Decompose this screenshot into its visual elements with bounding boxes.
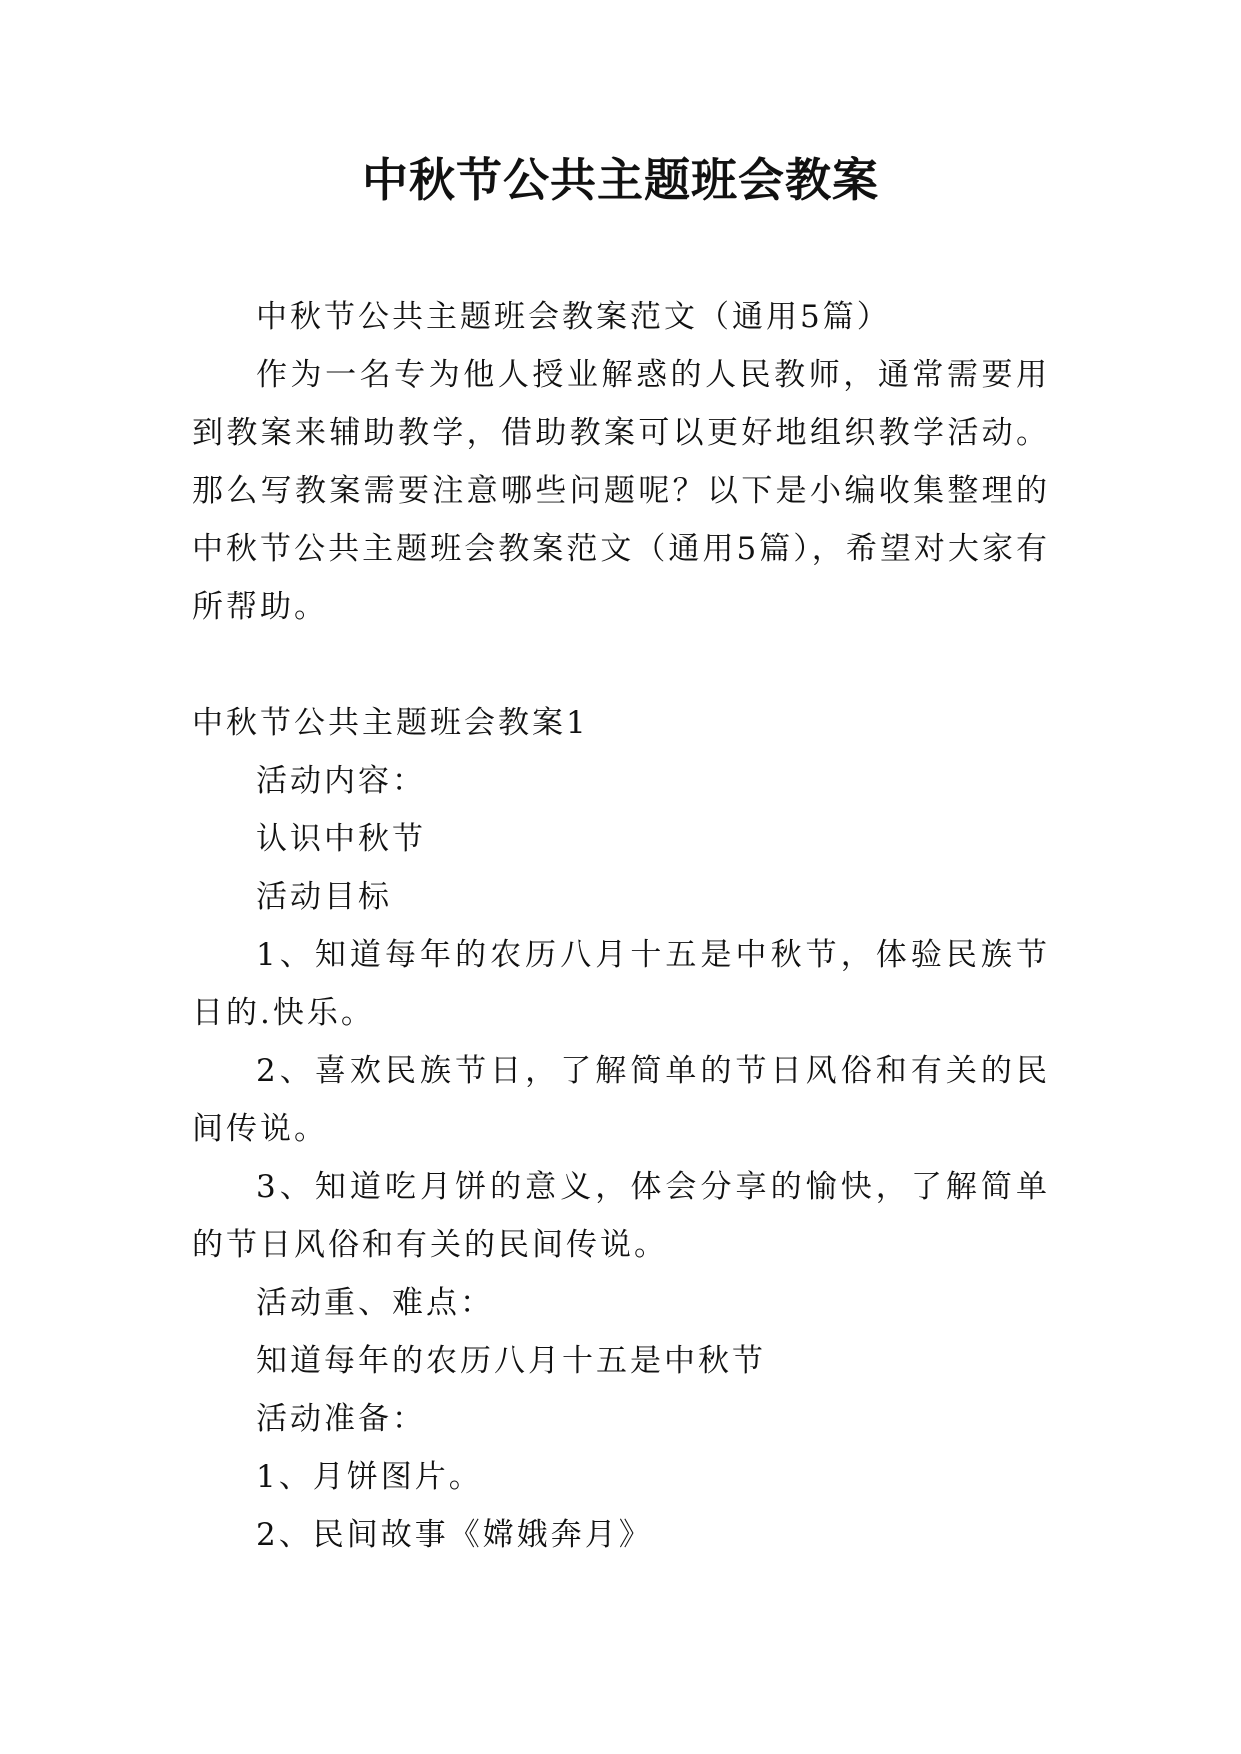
paragraph-activity-content-label: 活动内容：	[256, 763, 426, 799]
document-title: 中秋节公共主题班会教案	[362, 153, 879, 207]
document-subtitle: 中秋节公共主题班会教案范文（通用5篇）	[256, 299, 891, 335]
document-body	[192, 288, 1050, 1564]
paragraph-preparation-label: 活动准备：	[256, 1401, 426, 1437]
paragraph-activity-goals-label: 活动目标	[256, 879, 392, 915]
paragraph-key-points: 知道每年的农历八月十五是中秋节	[256, 1343, 766, 1379]
paragraph-activity-content: 认识中秋节	[256, 821, 426, 857]
paragraph-goal-3: 3、知道吃月饼的意义，体会分享的愉快，了解简单的节日风俗和有关的民间传说。	[192, 1169, 1050, 1263]
paragraph-goal-2: 2、喜欢民族节日，了解简单的节日风俗和有关的民间传说。	[192, 1053, 1050, 1147]
section-heading: 中秋节公共主题班会教案1	[192, 705, 589, 741]
paragraph-goal-1: 1、知道每年的农历八月十五是中秋节，体验民族节日的.快乐。	[192, 937, 1050, 1031]
paragraph-preparation-1: 1、月饼图片。	[256, 1459, 483, 1495]
paragraph-spacer	[192, 636, 1050, 694]
paragraph-preparation-2: 2、民间故事《嫦娥奔月》	[256, 1517, 653, 1553]
intro-paragraph: 作为一名专为他人授业解惑的人民教师，通常需要用到教案来辅助教学，借助教案可以更好地组织教学活动。那么写教案需要注意哪些问题呢？以下是小编收集整理的中秋节公共主题班会教案范文（通用5篇），希望对大家有所帮助。	[192, 357, 1050, 625]
paragraph-key-points-label: 活动重、难点：	[256, 1285, 494, 1321]
